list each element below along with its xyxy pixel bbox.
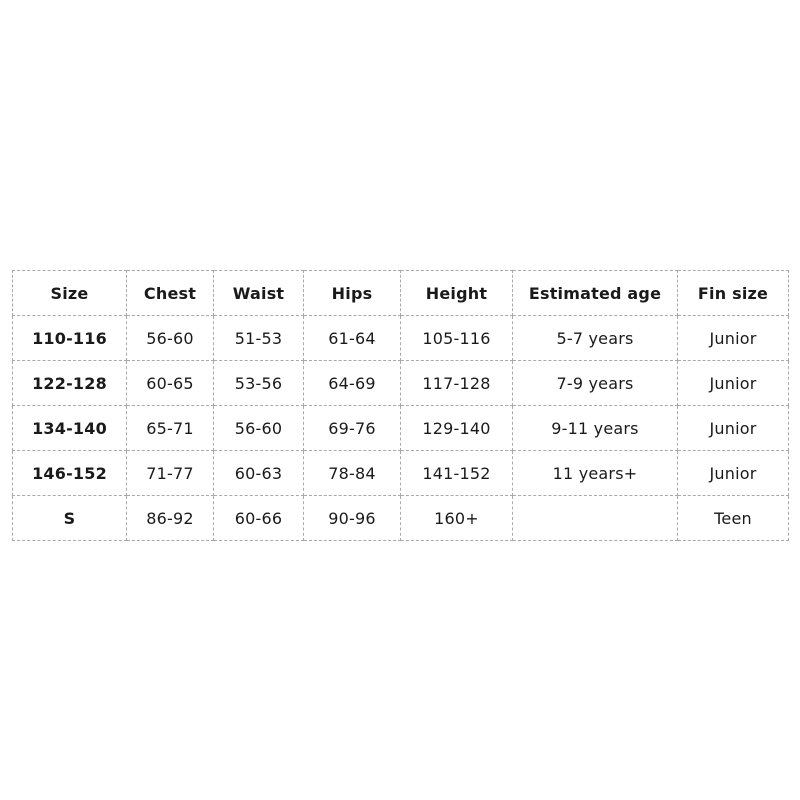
table-cell: Junior bbox=[678, 406, 789, 451]
table-cell: 60-65 bbox=[127, 361, 214, 406]
table-cell: 71-77 bbox=[127, 451, 214, 496]
table-row bbox=[13, 451, 789, 496]
header-row bbox=[13, 271, 789, 316]
table-cell: 51-53 bbox=[214, 316, 304, 361]
table-body bbox=[13, 316, 789, 541]
table-cell: Junior bbox=[678, 316, 789, 361]
size-chart-table bbox=[12, 270, 789, 541]
table-cell: 60-66 bbox=[214, 496, 304, 541]
table-cell: 56-60 bbox=[214, 406, 304, 451]
table-cell: 86-92 bbox=[127, 496, 214, 541]
table-cell: 11 years+ bbox=[513, 451, 678, 496]
size-cell: S bbox=[13, 496, 127, 541]
size-cell: 146-152 bbox=[13, 451, 127, 496]
table-cell: Junior bbox=[678, 451, 789, 496]
column-header: Estimated age bbox=[513, 271, 678, 316]
table-cell: 53-56 bbox=[214, 361, 304, 406]
table-cell: 117-128 bbox=[401, 361, 513, 406]
column-header: Hips bbox=[304, 271, 401, 316]
table-cell bbox=[513, 496, 678, 541]
table-row bbox=[13, 406, 789, 451]
table-cell: 61-64 bbox=[304, 316, 401, 361]
table-cell: 160+ bbox=[401, 496, 513, 541]
table-row bbox=[13, 496, 789, 541]
size-cell: 134-140 bbox=[13, 406, 127, 451]
table-header bbox=[13, 271, 789, 316]
table-row bbox=[13, 316, 789, 361]
size-chart-container bbox=[12, 270, 788, 541]
table-cell: Teen bbox=[678, 496, 789, 541]
column-header: Size bbox=[13, 271, 127, 316]
table-cell: 60-63 bbox=[214, 451, 304, 496]
table-cell: 78-84 bbox=[304, 451, 401, 496]
table-cell: 105-116 bbox=[401, 316, 513, 361]
table-cell: 5-7 years bbox=[513, 316, 678, 361]
table-cell: 69-76 bbox=[304, 406, 401, 451]
table-cell: Junior bbox=[678, 361, 789, 406]
size-cell: 122-128 bbox=[13, 361, 127, 406]
table-cell: 7-9 years bbox=[513, 361, 678, 406]
column-header: Height bbox=[401, 271, 513, 316]
table-cell: 141-152 bbox=[401, 451, 513, 496]
size-cell: 110-116 bbox=[13, 316, 127, 361]
table-cell: 9-11 years bbox=[513, 406, 678, 451]
column-header: Chest bbox=[127, 271, 214, 316]
table-cell: 64-69 bbox=[304, 361, 401, 406]
table-cell: 65-71 bbox=[127, 406, 214, 451]
table-cell: 56-60 bbox=[127, 316, 214, 361]
table-row bbox=[13, 361, 789, 406]
table-cell: 90-96 bbox=[304, 496, 401, 541]
table-cell: 129-140 bbox=[401, 406, 513, 451]
column-header: Waist bbox=[214, 271, 304, 316]
column-header: Fin size bbox=[678, 271, 789, 316]
